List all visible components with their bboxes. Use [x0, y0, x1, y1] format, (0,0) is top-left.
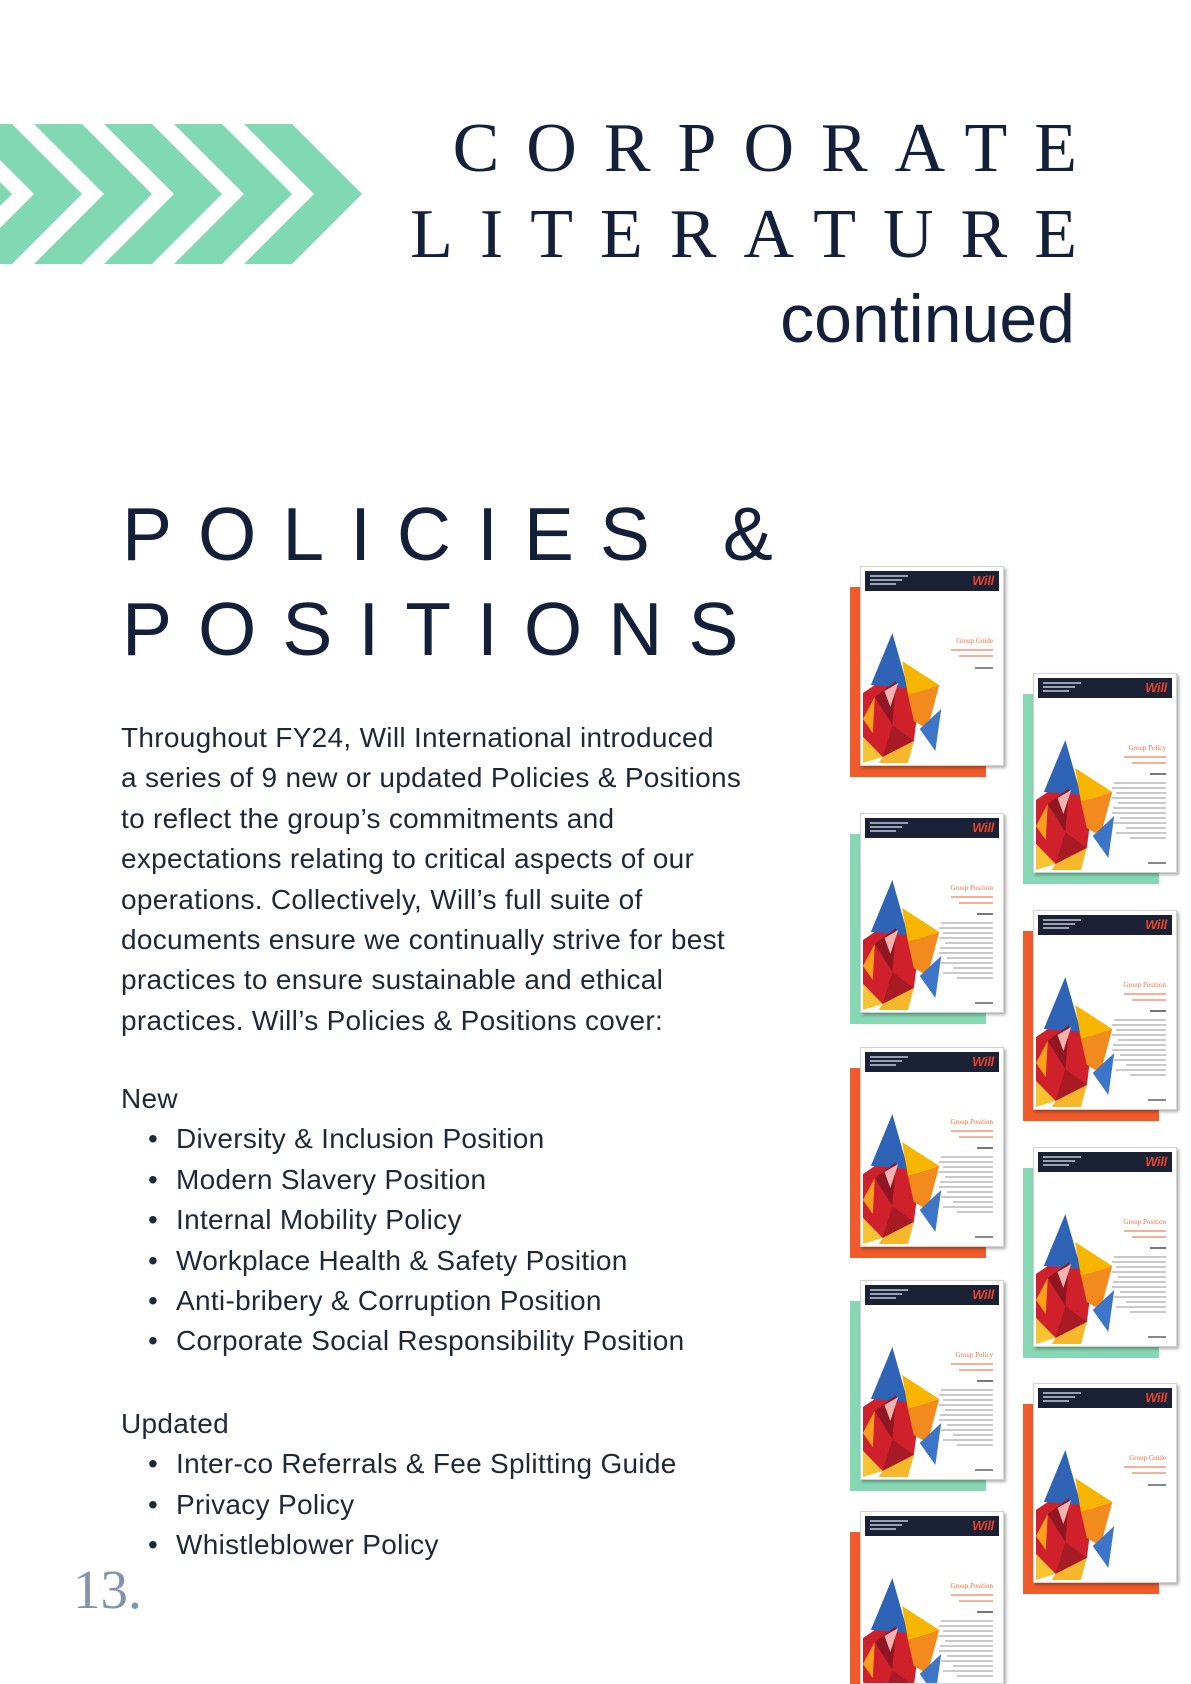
text-line [945, 942, 993, 944]
text-line [941, 1389, 993, 1391]
will-logo: Will [1145, 917, 1167, 932]
address-line [870, 1297, 896, 1299]
text-line [947, 1191, 993, 1193]
text-line [939, 927, 993, 929]
text-line [947, 957, 993, 959]
art-facet [871, 1578, 908, 1633]
text-line [1112, 1049, 1166, 1051]
text-line [1116, 1069, 1166, 1071]
intro-line: documents ensure we continually strive for best [121, 924, 725, 956]
text-line [941, 922, 993, 924]
document-title: Group Position [950, 1582, 993, 1590]
text-line [940, 947, 993, 949]
address-line [1043, 690, 1069, 692]
will-logo: Will [972, 573, 994, 588]
text-line [959, 1369, 993, 1371]
text-line [943, 1630, 993, 1632]
intro-line: Throughout FY24, Will International introduced [121, 722, 714, 753]
address-line [870, 1293, 902, 1295]
document-title: Group Guide [1129, 1454, 1166, 1462]
new-label: New [121, 1083, 178, 1114]
document-header [865, 571, 999, 591]
intro-line: a series of 9 new or updated Policies & Positions [121, 762, 742, 794]
abstract-art [863, 1347, 951, 1477]
address-line [870, 1060, 902, 1062]
text-line [943, 972, 993, 974]
text-line [939, 1650, 993, 1652]
intro-paragraph [121, 718, 741, 1041]
text-line [1112, 1261, 1166, 1263]
text-line [1120, 817, 1166, 819]
text-line [1112, 1286, 1166, 1288]
intro-line: operations. Collectively, Will’s full suite of [121, 883, 643, 915]
address-line [1043, 1400, 1069, 1402]
will-logo: Will [1145, 1154, 1167, 1169]
document-thumbnail [860, 1511, 1004, 1684]
text-line [1124, 993, 1166, 995]
abstract-art [863, 1578, 951, 1684]
document-header [865, 1516, 999, 1536]
address-line [870, 1289, 908, 1291]
document-thumbnail [860, 1280, 1004, 1480]
intro-line: expectations relating to critical aspects of our [121, 843, 695, 875]
document-header [1038, 678, 1172, 698]
text-line [1124, 1230, 1166, 1232]
text-line [951, 649, 993, 651]
address-line [1043, 923, 1075, 925]
text-line [1114, 1059, 1166, 1061]
text-line [1148, 862, 1166, 864]
art-facet [1044, 740, 1081, 795]
text-line [959, 1600, 993, 1602]
address-line [1043, 1392, 1081, 1394]
text-line [943, 1439, 993, 1441]
text-line [1116, 1306, 1166, 1308]
text-line [943, 1670, 993, 1672]
text-line [1130, 1311, 1166, 1313]
new-policies-block [121, 1079, 684, 1362]
will-logo: Will [972, 1518, 994, 1533]
text-line [939, 1404, 993, 1406]
text-line [1118, 1276, 1166, 1278]
text-line [977, 1380, 993, 1382]
text-line [1126, 827, 1166, 829]
abstract-art [1036, 977, 1124, 1107]
updated-policies-block [121, 1404, 677, 1566]
text-line [953, 1201, 993, 1203]
intro-line: to reflect the group’s commitments and [121, 802, 615, 834]
text-line [953, 1665, 993, 1667]
text-line [1112, 1034, 1166, 1036]
text-line [951, 1594, 993, 1596]
will-logo: Will [972, 1287, 994, 1302]
text-line [939, 1625, 993, 1627]
text-line [1113, 1044, 1166, 1046]
page-title-line-1: CORPORATE [452, 110, 1104, 187]
document-header [1038, 1388, 1172, 1408]
art-facet [1044, 1450, 1081, 1505]
document-title: Group Position [950, 1118, 993, 1126]
abstract-art [863, 633, 951, 763]
address-line [870, 1528, 896, 1530]
text-line [1148, 1336, 1166, 1338]
address-line [870, 822, 908, 824]
section-heading-line-1: POLICIES & [122, 492, 799, 576]
text-line [1148, 1099, 1166, 1101]
text-line [1116, 1266, 1166, 1268]
abstract-art [1036, 1450, 1124, 1580]
address-line [1043, 919, 1081, 921]
text-line [957, 977, 993, 979]
address-line [1043, 927, 1069, 929]
text-line [939, 1635, 993, 1637]
list-item: • Modern Slavery Position [121, 1160, 684, 1200]
address-line [870, 1520, 908, 1522]
text-line [975, 1002, 993, 1004]
address-line [870, 830, 896, 832]
text-line [1116, 792, 1166, 794]
address-line [870, 1064, 896, 1066]
art-facet [871, 880, 908, 935]
list-item: • Whistleblower Policy [121, 1525, 677, 1565]
text-line [959, 1136, 993, 1138]
will-logo: Will [972, 1054, 994, 1069]
text-line [1113, 807, 1166, 809]
address-line [870, 1056, 908, 1058]
text-line [941, 962, 993, 964]
abstract-art [1036, 1214, 1124, 1344]
text-line [1120, 1291, 1166, 1293]
text-line [1112, 812, 1166, 814]
abstract-art [1036, 740, 1124, 870]
text-line [1130, 837, 1166, 839]
intro-line: practices. Will’s Policies & Positions cover: [121, 1004, 664, 1036]
art-facet [871, 1114, 908, 1169]
text-line [939, 1171, 993, 1173]
text-line [1150, 1247, 1166, 1249]
text-line [943, 1399, 993, 1401]
text-line [957, 1211, 993, 1213]
text-line [941, 1429, 993, 1431]
text-line [1124, 756, 1166, 758]
text-line [1130, 1074, 1166, 1076]
document-title: Group Policy [1128, 744, 1166, 752]
text-line [1112, 1271, 1166, 1273]
text-line [940, 1414, 993, 1416]
text-line [977, 1611, 993, 1613]
list-item: • Corporate Social Responsibility Position [121, 1321, 684, 1361]
text-line [947, 1424, 993, 1426]
text-line [1150, 773, 1166, 775]
list-item: • Anti-bribery & Corruption Position [121, 1281, 684, 1321]
text-line [1116, 1029, 1166, 1031]
address-line [870, 575, 908, 577]
list-item: • Internal Mobility Policy [121, 1200, 684, 1240]
text-line [1112, 787, 1166, 789]
text-line [943, 1206, 993, 1208]
list-item: • Privacy Policy [121, 1485, 677, 1525]
text-line [943, 1166, 993, 1168]
text-line [1116, 832, 1166, 834]
will-logo: Will [1145, 1390, 1167, 1405]
art-facet [871, 1347, 908, 1402]
document-header [865, 1285, 999, 1305]
address-line [1043, 1164, 1069, 1166]
text-line [959, 655, 993, 657]
text-line [1114, 1296, 1166, 1298]
address-line [1043, 1396, 1075, 1398]
address-line [1043, 1160, 1075, 1162]
page-title-line-2: LITERATURE [410, 196, 1104, 273]
address-line [1043, 682, 1081, 684]
address-line [870, 826, 902, 828]
text-line [951, 896, 993, 898]
abstract-art [863, 1114, 951, 1244]
document-title: Group Policy [955, 1351, 993, 1359]
page-number: 13. [73, 1559, 142, 1620]
document-header [865, 1052, 999, 1072]
list-item: • Diversity & Inclusion Position [121, 1119, 684, 1159]
text-line [975, 1236, 993, 1238]
document-header [1038, 915, 1172, 935]
text-line [1112, 1024, 1166, 1026]
text-line [975, 1469, 993, 1471]
text-line [939, 1186, 993, 1188]
text-line [940, 1181, 993, 1183]
abstract-art [863, 880, 951, 1010]
text-line [943, 932, 993, 934]
page-subtitle: continued [780, 281, 1075, 357]
art-facet [1044, 977, 1081, 1032]
text-line [945, 1176, 993, 1178]
text-line [941, 1196, 993, 1198]
section-heading [122, 487, 799, 677]
text-line [1124, 1466, 1166, 1468]
text-line [1118, 802, 1166, 804]
text-line [939, 1394, 993, 1396]
section-heading-line-2: POSITIONS [122, 587, 765, 671]
document-thumbnail [1033, 673, 1177, 873]
address-line [1043, 686, 1075, 688]
art-facet [871, 633, 908, 688]
text-line [945, 1640, 993, 1642]
text-line [1120, 1054, 1166, 1056]
address-line [870, 579, 902, 581]
text-line [947, 1655, 993, 1657]
text-line [957, 1444, 993, 1446]
will-logo: Will [972, 820, 994, 835]
text-line [941, 1620, 993, 1622]
text-line [1126, 1301, 1166, 1303]
document-thumbnail [1033, 1147, 1177, 1347]
text-line [1132, 1236, 1166, 1238]
document-thumbnail [1033, 1383, 1177, 1583]
address-line [870, 583, 896, 585]
text-line [953, 967, 993, 969]
document-header [865, 818, 999, 838]
text-line [951, 1130, 993, 1132]
text-line [939, 1161, 993, 1163]
text-line [1114, 1256, 1166, 1258]
document-title: Group Position [1123, 1218, 1166, 1226]
text-line [977, 1147, 993, 1149]
text-line [953, 1434, 993, 1436]
text-line [1132, 999, 1166, 1001]
art-facet [1044, 1214, 1081, 1269]
text-line [1126, 1064, 1166, 1066]
text-line [1118, 1039, 1166, 1041]
text-line [940, 1645, 993, 1647]
intro-line: practices to ensure sustainable and ethical [121, 964, 664, 996]
text-line [975, 667, 993, 669]
text-line [959, 902, 993, 904]
document-title: Group Position [1123, 981, 1166, 989]
document-thumbnail [860, 813, 1004, 1013]
will-logo: Will [1145, 680, 1167, 695]
text-line [939, 952, 993, 954]
text-line [1150, 1010, 1166, 1012]
text-line [1132, 1472, 1166, 1474]
text-line [1112, 797, 1166, 799]
list-item: • Inter-co Referrals & Fee Splitting Guide [121, 1444, 677, 1484]
text-line [977, 913, 993, 915]
document-title: Group Guide [956, 637, 993, 645]
document-thumbnail [860, 566, 1004, 766]
list-item: • Workplace Health & Safety Position [121, 1241, 684, 1281]
text-line [1114, 822, 1166, 824]
text-line [941, 1156, 993, 1158]
document-title: Group Position [950, 884, 993, 892]
text-line [1114, 1019, 1166, 1021]
text-line [951, 1363, 993, 1365]
text-line [1148, 1484, 1166, 1486]
updated-label: Updated [121, 1408, 229, 1439]
text-line [941, 1660, 993, 1662]
chevron-banner [0, 124, 366, 264]
text-line [939, 937, 993, 939]
address-line [870, 1524, 902, 1526]
text-line [957, 1675, 993, 1677]
document-header [1038, 1152, 1172, 1172]
text-line [1114, 782, 1166, 784]
text-line [939, 1419, 993, 1421]
text-line [1113, 1281, 1166, 1283]
text-line [1132, 762, 1166, 764]
document-thumbnail [860, 1047, 1004, 1247]
document-thumbnail [1033, 910, 1177, 1110]
text-line [945, 1409, 993, 1411]
address-line [1043, 1156, 1081, 1158]
